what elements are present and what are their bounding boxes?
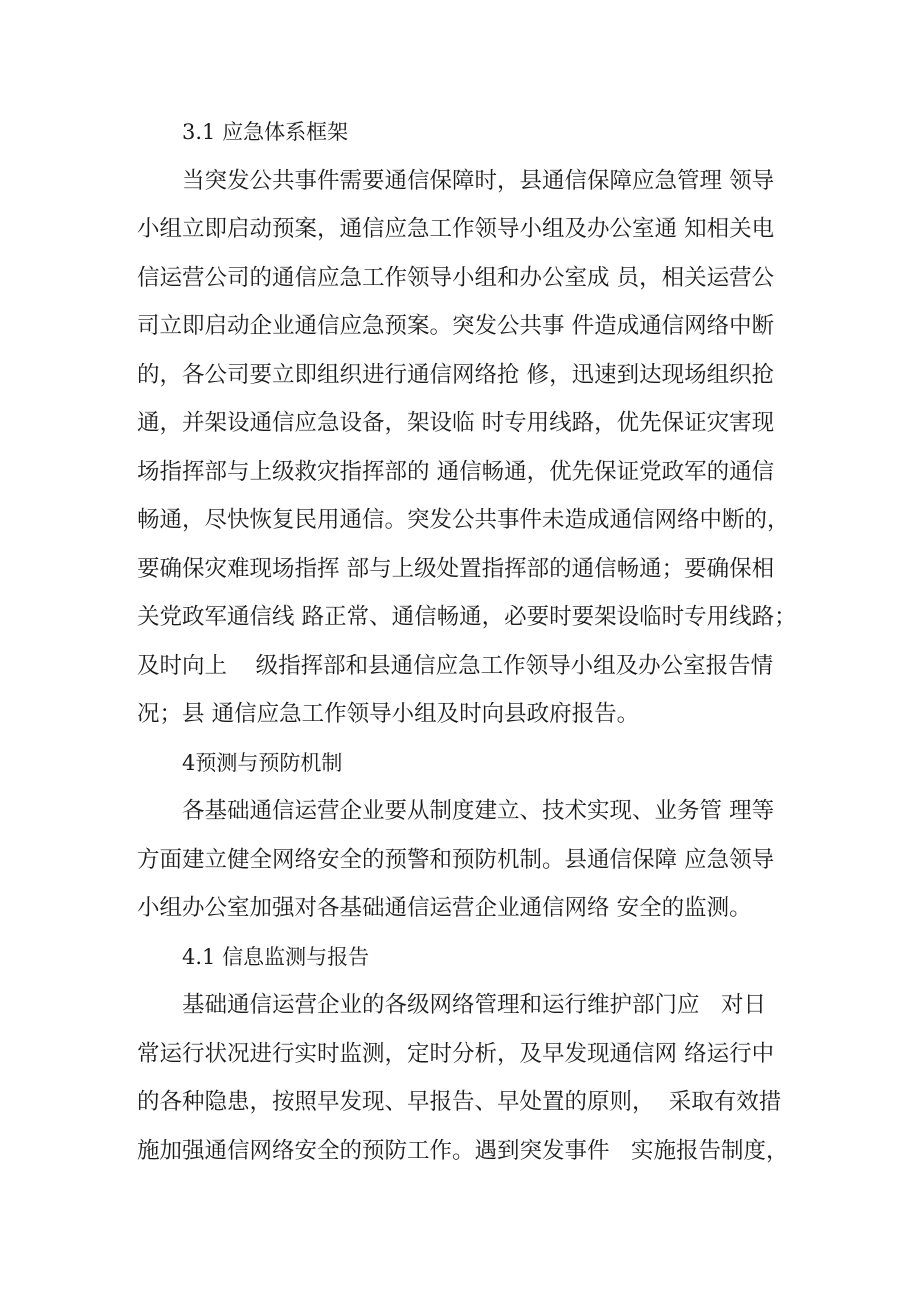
paragraph-line: 方面建立健全网络安全的预警和预防机制。县通信保障 应急领导 <box>137 846 775 873</box>
paragraph-line: 畅通，尽快恢复民用通信。突发公共事件未造成通信网络中断的， <box>137 507 790 533</box>
section-heading: 4预测与预防机制 <box>182 750 343 775</box>
paragraph-line: 况；县 通信应急工作领导小组及时向县政府报告。 <box>137 701 640 727</box>
document-body <box>137 108 797 1175</box>
section-heading: 3.1 应急体系框架 <box>182 120 349 144</box>
paragraph-line: 信运营公司的通信应急工作领导小组和办公室成 员，相关运营公 <box>137 264 775 291</box>
paragraph-line: 施加强通信网络安全的预防工作。遇到突发事件 实施报告制度， <box>137 1137 789 1164</box>
paragraph-line: 的，各公司要立即组织进行通信网络抢 修，迅速到达现场组织抢 <box>137 361 775 388</box>
paragraph-line: 的各种隐患，按照早发现、早报告、早处置的原则， 采取有效措 <box>137 1089 782 1115</box>
paragraph-line: 小组立即启动预案，通信应急工作领导小组及办公室通 知相关电 <box>137 216 775 242</box>
section-heading: 4.1 信息监测与报告 <box>182 944 370 969</box>
paragraph-line: 当突发公共事件需要通信保障时，县通信保障应急管理 领导 <box>182 167 775 194</box>
paragraph-line: 小组办公室加强对各基础通信运营企业通信网络 安全的监测。 <box>137 895 752 921</box>
paragraph-line: 通，并架设通信应急设备，架设临 时专用线路，优先保证灾害现 <box>137 410 775 436</box>
paragraph-line: 及时向上 级指挥部和县通信应急工作领导小组及办公室报告情 <box>137 652 774 679</box>
paragraph-line: 基础通信运营企业的各级网络管理和运行维护部门应 对日 <box>182 992 766 1018</box>
section-prediction-prevention <box>137 739 797 933</box>
paragraph-line: 要确保灾难现场指挥 部与上级处置指挥部的通信畅通；要确保相 <box>137 555 775 582</box>
paragraph-line: 常运行状况进行实时监测，定时分析，及早发现通信网 络运行中 <box>137 1040 775 1067</box>
paragraph-line: 各基础通信运营企业要从制度建立、技术实现、业务管 理等 <box>182 798 775 824</box>
paragraph-line: 司立即启动企业通信应急预案。突发公共事 件造成通信网络中断 <box>137 313 775 339</box>
section-emergency-framework <box>137 108 797 739</box>
paragraph-line: 关党政军通信线 路正常、通信畅通，必要时要架设临时专用线路； <box>137 604 797 630</box>
paragraph-line: 场指挥部与上级救灾指挥部的 通信畅通，优先保证党政军的通信 <box>137 458 775 485</box>
section-monitoring-reporting <box>137 933 797 1176</box>
